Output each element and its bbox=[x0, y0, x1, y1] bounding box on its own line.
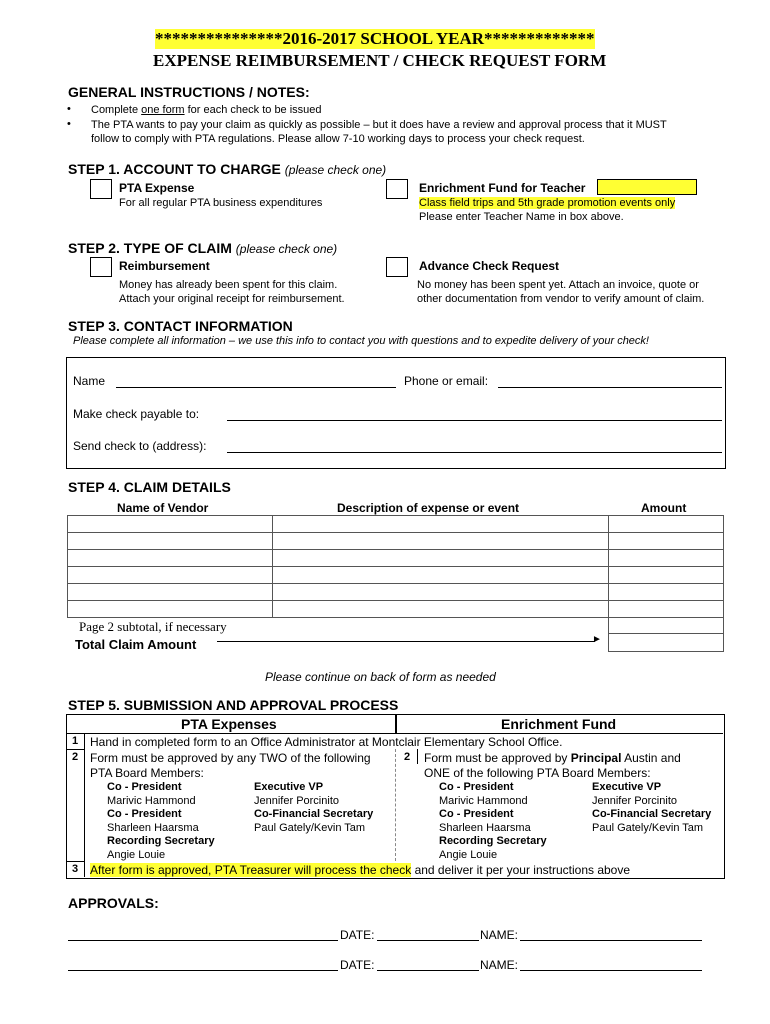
total-arrow-line bbox=[217, 641, 595, 642]
member-title: Executive VP bbox=[592, 781, 662, 793]
table-row bbox=[68, 533, 724, 550]
step5-row3: After form is approved, PTA Treasurer will process the check and deliver it per your instructions above bbox=[90, 863, 631, 877]
divider bbox=[395, 749, 396, 861]
col-description-header: Description of expense or event bbox=[337, 501, 520, 515]
instruction-one-form: Complete one form for each check to be issued bbox=[91, 104, 322, 116]
amount-cell[interactable] bbox=[609, 550, 724, 567]
approver-name-field[interactable] bbox=[520, 940, 702, 941]
advance-check-checkbox[interactable] bbox=[386, 257, 408, 277]
reimbursement-desc2: Attach your original receipt for reimbursement. bbox=[119, 293, 345, 305]
vendor-cell[interactable] bbox=[68, 567, 273, 584]
row-number: 1 bbox=[72, 735, 79, 747]
vendor-cell[interactable] bbox=[68, 550, 273, 567]
member-name: Paul Gately/Kevin Tam bbox=[592, 822, 704, 834]
reimbursement-desc1: Money has already been spent for this claim. bbox=[119, 279, 338, 291]
name-label: NAME: bbox=[480, 958, 519, 972]
member-title: Co - President bbox=[439, 808, 514, 820]
phone-label: Phone or email: bbox=[404, 374, 489, 388]
description-cell[interactable] bbox=[272, 550, 608, 567]
total-claim-label: Total Claim Amount bbox=[75, 637, 197, 652]
payable-field[interactable] bbox=[227, 420, 722, 421]
member-name: Jennifer Porcinito bbox=[254, 795, 339, 807]
teacher-name-input[interactable] bbox=[597, 179, 697, 195]
amount-cell[interactable] bbox=[609, 516, 724, 533]
member-title: Co-Financial Secretary bbox=[592, 808, 712, 820]
instruction-pta-line1: The PTA wants to pay your claim as quickly as possible – but it does have a review and approval process that it MUST bbox=[91, 119, 667, 131]
divider bbox=[66, 749, 85, 750]
enrichment-fund-desc: Class field trips and 5th grade promotion events only bbox=[419, 197, 676, 209]
step5-row1: Hand in completed form to an Office Administrator at Montclair Elementary School Office. bbox=[90, 735, 563, 749]
amount-cell[interactable] bbox=[609, 567, 724, 584]
subtotal-amount-cell[interactable] bbox=[609, 618, 724, 634]
step5-row2-left2: PTA Board Members: bbox=[90, 766, 204, 780]
member-name: Sharleen Haarsma bbox=[439, 822, 531, 834]
divider bbox=[417, 749, 418, 764]
vendor-cell[interactable] bbox=[68, 584, 273, 601]
amount-cell[interactable] bbox=[609, 584, 724, 601]
member-title: Co-Financial Secretary bbox=[254, 808, 374, 820]
table-row bbox=[68, 567, 724, 584]
member-title: Co - President bbox=[439, 781, 514, 793]
enrichment-fund-label: Enrichment Fund for Teacher bbox=[419, 181, 586, 195]
form-title: EXPENSE REIMBURSEMENT / CHECK REQUEST FORM bbox=[153, 51, 607, 70]
signature-line[interactable] bbox=[68, 970, 338, 971]
name-label: NAME: bbox=[480, 928, 519, 942]
member-name: Marivic Hammond bbox=[107, 795, 196, 807]
pta-expense-checkbox[interactable] bbox=[90, 179, 112, 199]
phone-field[interactable] bbox=[498, 387, 722, 388]
col-pta-expenses: PTA Expenses bbox=[181, 716, 277, 732]
member-title: Executive VP bbox=[254, 781, 324, 793]
divider bbox=[84, 733, 85, 877]
name-field[interactable] bbox=[116, 387, 396, 388]
table-row bbox=[68, 584, 724, 601]
step4-heading: STEP 4. CLAIM DETAILS bbox=[68, 479, 231, 495]
member-title: Co - President bbox=[107, 808, 182, 820]
member-name: Sharleen Haarsma bbox=[107, 822, 199, 834]
step3-note: Please complete all information – we use this info to contact you with questions and to expedite delivery of your check! bbox=[73, 335, 649, 347]
name-label: Name bbox=[73, 374, 106, 388]
step5-row2-left1: Form must be approved by any TWO of the following bbox=[90, 751, 371, 765]
member-name: Jennifer Porcinito bbox=[592, 795, 677, 807]
description-cell[interactable] bbox=[272, 533, 608, 550]
instruction-pta-line2: follow to comply with PTA regulations. Please allow 7-10 working days to process your check request. bbox=[91, 133, 585, 145]
step5-row2-right1: Form must be approved by Principal Austin and bbox=[424, 751, 681, 765]
pta-expense-desc: For all regular PTA business expenditures bbox=[119, 197, 323, 209]
description-cell[interactable] bbox=[272, 584, 608, 601]
date-field[interactable] bbox=[377, 970, 479, 971]
advance-check-desc1: No money has been spent yet. Attach an invoice, quote or bbox=[417, 279, 699, 291]
advance-check-desc2: other documentation from vendor to verify amount of claim. bbox=[417, 293, 705, 305]
table-row bbox=[68, 601, 724, 618]
pta-expense-label: PTA Expense bbox=[119, 181, 195, 195]
step1-heading: STEP 1. ACCOUNT TO CHARGE (please check one) bbox=[68, 161, 387, 177]
step3-heading: STEP 3. CONTACT INFORMATION bbox=[68, 318, 293, 334]
reimbursement-checkbox[interactable] bbox=[90, 257, 112, 277]
enrichment-fund-note: Please enter Teacher Name in box above. bbox=[419, 211, 624, 223]
date-field[interactable] bbox=[377, 940, 479, 941]
col-enrichment-fund: Enrichment Fund bbox=[501, 716, 617, 732]
row-number: 3 bbox=[72, 863, 79, 875]
description-cell[interactable] bbox=[272, 516, 608, 533]
divider bbox=[66, 861, 85, 862]
vendor-cell[interactable] bbox=[68, 601, 273, 618]
row-number: 2 bbox=[72, 751, 79, 763]
general-instructions-heading: GENERAL INSTRUCTIONS / NOTES: bbox=[68, 84, 310, 100]
reimbursement-label: Reimbursement bbox=[119, 259, 210, 273]
continue-note: Please continue on back of form as needed bbox=[265, 670, 496, 684]
subtotal-label: Page 2 subtotal, if necessary bbox=[79, 619, 227, 634]
divider bbox=[66, 733, 723, 734]
school-year-banner: ***************2016-2017 SCHOOL YEAR************* bbox=[155, 29, 595, 48]
address-field[interactable] bbox=[227, 452, 722, 453]
bullet-icon: • bbox=[67, 118, 71, 130]
arrow-right-icon: ► bbox=[592, 634, 602, 645]
vendor-cell[interactable] bbox=[68, 533, 273, 550]
date-label: DATE: bbox=[340, 928, 375, 942]
row-number: 2 bbox=[404, 751, 411, 763]
approvals-heading: APPROVALS: bbox=[68, 895, 159, 911]
member-name: Angie Louie bbox=[439, 849, 498, 861]
advance-check-label: Advance Check Request bbox=[419, 259, 560, 273]
divider bbox=[395, 714, 397, 733]
member-title: Co - President bbox=[107, 781, 182, 793]
col-vendor-header: Name of Vendor bbox=[117, 501, 209, 515]
enrichment-fund-checkbox[interactable] bbox=[386, 179, 408, 199]
step5-heading: STEP 5. SUBMISSION AND APPROVAL PROCESS bbox=[68, 697, 399, 713]
member-title: Recording Secretary bbox=[439, 835, 547, 847]
member-name: Angie Louie bbox=[107, 849, 166, 861]
vendor-cell[interactable] bbox=[68, 516, 273, 533]
description-cell[interactable] bbox=[272, 567, 608, 584]
bullet-icon: • bbox=[67, 103, 71, 115]
total-amount-cell[interactable] bbox=[609, 634, 724, 652]
step5-row2-right2: ONE of the following PTA Board Members: bbox=[424, 766, 651, 780]
col-amount-header: Amount bbox=[641, 501, 687, 515]
table-row bbox=[68, 550, 724, 567]
date-label: DATE: bbox=[340, 958, 375, 972]
table-row bbox=[68, 516, 724, 533]
member-name: Paul Gately/Kevin Tam bbox=[254, 822, 366, 834]
step2-heading: STEP 2. TYPE OF CLAIM (please check one) bbox=[68, 240, 338, 256]
member-title: Recording Secretary bbox=[107, 835, 215, 847]
payable-label: Make check payable to: bbox=[73, 407, 200, 421]
approver-name-field[interactable] bbox=[520, 970, 702, 971]
amount-cell[interactable] bbox=[609, 601, 724, 618]
member-name: Marivic Hammond bbox=[439, 795, 528, 807]
signature-line[interactable] bbox=[68, 940, 338, 941]
address-label: Send check to (address): bbox=[73, 439, 207, 453]
description-cell[interactable] bbox=[272, 601, 608, 618]
amount-cell[interactable] bbox=[609, 533, 724, 550]
